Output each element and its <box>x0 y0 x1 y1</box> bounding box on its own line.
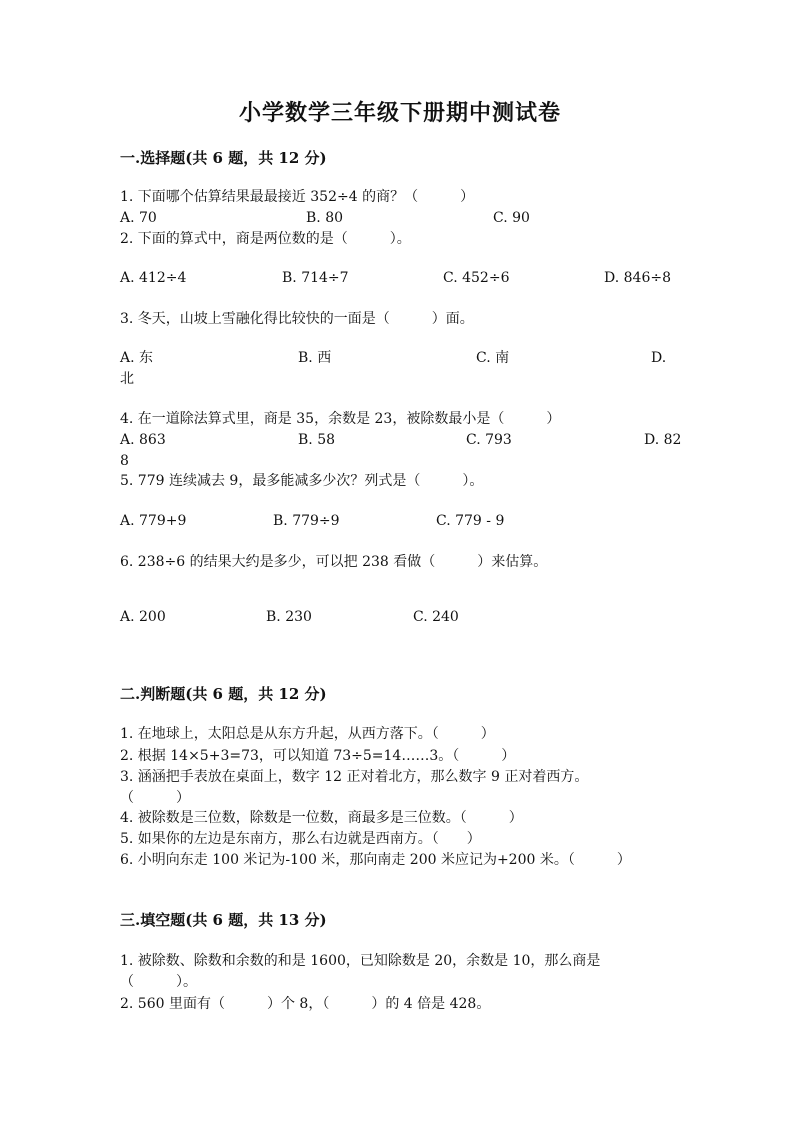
s1-q2-option-b: B. 714÷7 <box>282 270 349 286</box>
s1-q5-option-a: A. 779+9 <box>120 513 187 529</box>
s3-q2: 2. 560 里面有（ ）个 8，（ ）的 4 倍是 428。 <box>120 996 491 1012</box>
s2-q2: 2. 根据 14×5+3=73，可以知道 73÷5=14……3。（ ） <box>120 748 516 764</box>
s1-q4-option-d-wrap: 8 <box>120 453 129 469</box>
section-3-heading: 三.填空题(共 6 题，共 13 分) <box>120 911 327 929</box>
s1-q6-option-c: C. 240 <box>413 609 459 625</box>
s1-q2-option-a: A. 412÷4 <box>120 270 187 286</box>
s1-q1-option-b: B. 80 <box>306 210 344 226</box>
s1-q4-stem: 4. 在一道除法算式里，商是 35，余数是 23，被除数最小是（ ） <box>120 411 561 427</box>
s2-q3: 3. 涵涵把手表放在桌面上，数字 12 正对着北方，那么数字 9 正对着西方。 <box>120 769 589 785</box>
s1-q3-option-b: B. 西 <box>298 350 332 366</box>
s1-q6-option-a: A. 200 <box>120 609 166 625</box>
s3-q1-wrap: （ ）。 <box>120 974 197 990</box>
s2-q4: 4. 被除数是三位数，除数是一位数，商最多是三位数。（ ） <box>120 810 523 826</box>
s1-q2-option-c: C. 452÷6 <box>443 270 510 286</box>
s2-q5: 5. 如果你的左边是东南方，那么右边就是西南方。（ ） <box>120 831 481 847</box>
s1-q1-option-c: C. 90 <box>493 210 530 226</box>
s1-q4-option-a: A. 863 <box>120 432 166 448</box>
s1-q4-option-d: D. 82 <box>644 432 682 448</box>
s1-q6-option-b: B. 230 <box>266 609 312 625</box>
s3-q1: 1. 被除数、除数和余数的和是 1600，已知除数是 20，余数是 10，那么商是 <box>120 953 601 969</box>
s1-q5-option-c: C. 779 - 9 <box>436 513 505 529</box>
s1-q1-option-a: A. 70 <box>120 210 157 226</box>
s1-q6-stem: 6. 238÷6 的结果大约是多少，可以把 238 看做（ ）来估算。 <box>120 554 548 570</box>
page-title: 小学数学三年级下册期中测试卷 <box>238 100 561 126</box>
s1-q2-stem: 2. 下面的算式中，商是两位数的是（ ）。 <box>120 231 411 247</box>
s2-q6: 6. 小明向东走 100 米记为-100 米，那向南走 200 米应记为+200 米。（ ） <box>120 852 631 868</box>
s1-q4-option-c: C. 793 <box>466 432 512 448</box>
section-1-heading: 一.选择题(共 6 题，共 12 分) <box>120 149 327 167</box>
s2-q1: 1. 在地球上，太阳总是从东方升起，从西方落下。（ ） <box>120 726 495 742</box>
s1-q3-option-d-wrap: 北 <box>120 371 134 387</box>
s1-q4-option-b: B. 58 <box>298 432 336 448</box>
s1-q5-stem: 5. 779 连续减去 9，最多能减多少次？列式是（ ）。 <box>120 473 484 489</box>
s1-q3-option-c: C. 南 <box>476 350 510 366</box>
s1-q3-stem: 3. 冬天，山坡上雪融化得比较快的一面是（ ）面。 <box>120 311 474 327</box>
s1-q1-stem: 1. 下面哪个估算结果最最接近 352÷4 的商？（ ） <box>120 189 475 205</box>
s1-q3-option-a: A. 东 <box>120 350 154 366</box>
s1-q2-option-d: D. 846÷8 <box>604 270 671 286</box>
s1-q5-option-b: B. 779÷9 <box>273 513 340 529</box>
s2-q3-wrap: （ ） <box>120 790 190 806</box>
section-2-heading: 二.判断题(共 6 题，共 12 分) <box>120 685 327 703</box>
s1-q3-option-d: D. <box>651 350 667 366</box>
